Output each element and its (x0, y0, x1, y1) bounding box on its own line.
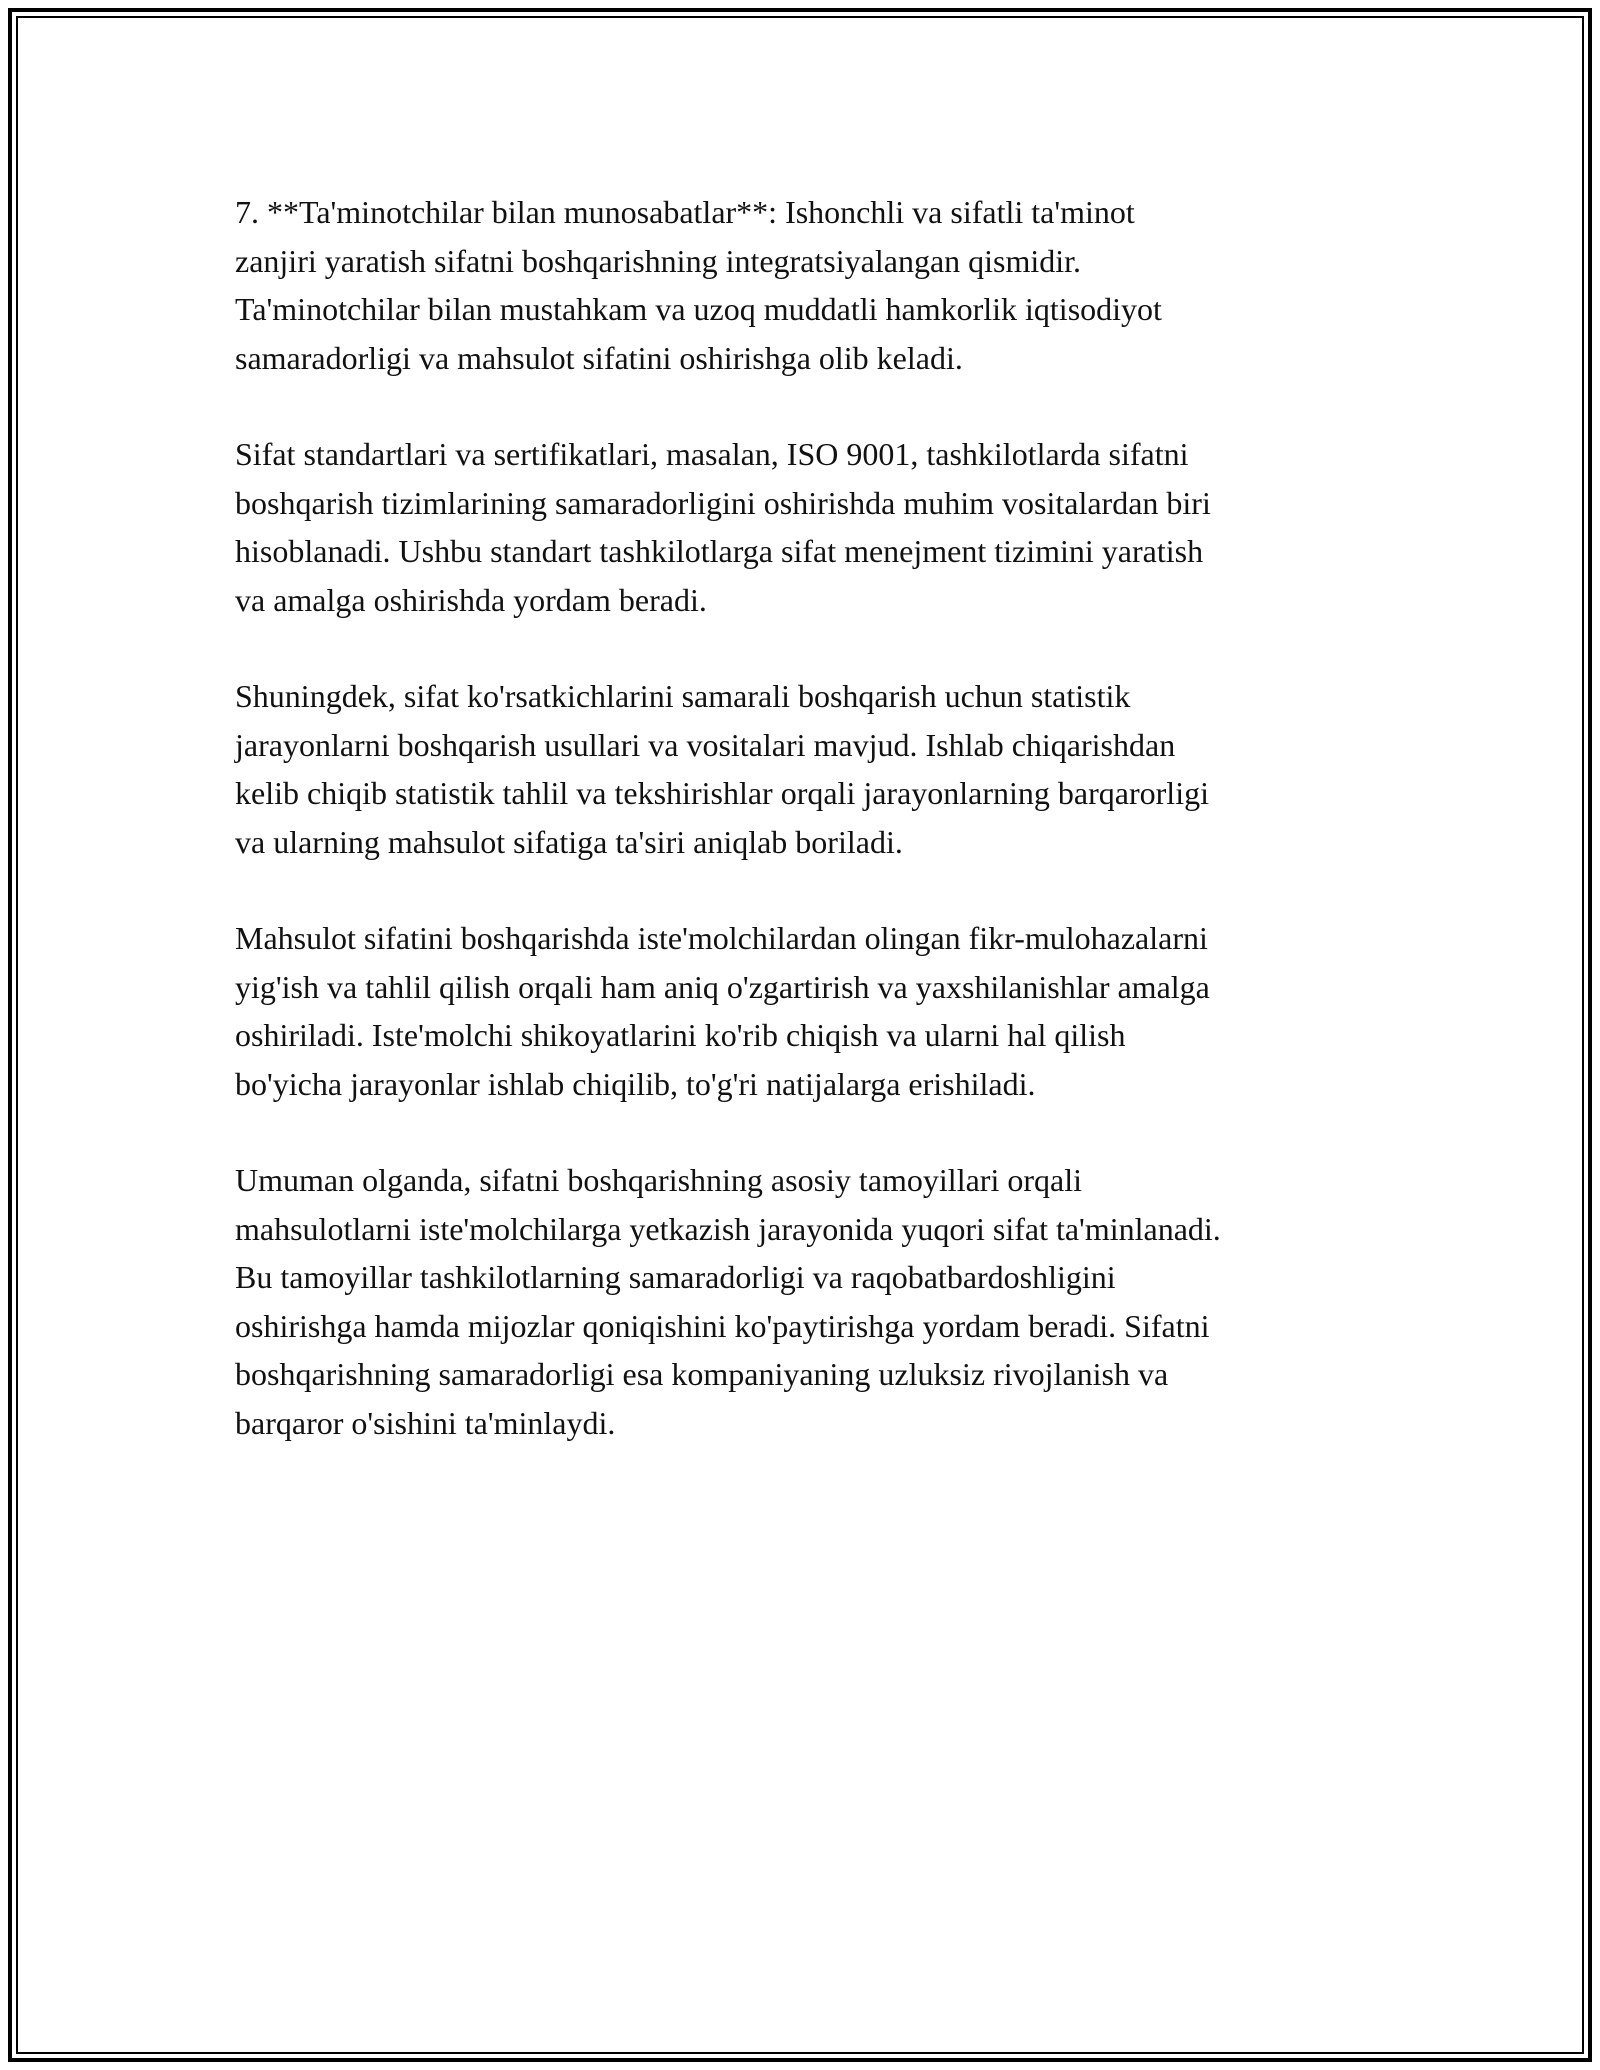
text-line: mahsulotlarni iste'molchilarga yetkazish jarayonida yuqori sifat ta'minlanadi. (235, 1210, 1221, 1247)
text-line: boshqarish tizimlarining samaradorligini oshirishda muhim vositalardan biri (235, 484, 1211, 521)
text-line: zanjiri yaratish sifatni boshqarishning integratsiyalangan qismidir. (235, 242, 1082, 279)
document-body (235, 188, 1370, 1495)
paragraph-statistical-control (235, 672, 1370, 866)
text-line: samaradorligi va mahsulot sifatini oshirishga olib keladi. (235, 339, 963, 376)
text-line: Bu tamoyillar tashkilotlarning samaradorligi va raqobatbardoshligini (235, 1259, 1116, 1295)
text-line: Sifat standartlari va sertifikatlari, masalan, ISO 9001, tashkilotlarda sifatni (235, 436, 1189, 472)
text-line: hisoblanadi. Ushbu standart tashkilotlarga sifat menejment tizimini yaratish (235, 533, 1204, 569)
text-line: yig'ish va tahlil qilish orqali ham aniq o'zgartirish va yaxshilanishlar amalga (235, 968, 1210, 1005)
text-line: Shuningdek, sifat ko'rsatkichlarini samarali boshqarish uchun statistik (235, 678, 1131, 714)
text-line: kelib chiqib statistik tahlil va tekshirishlar orqali jarayonlarning barqarorligi (235, 775, 1209, 811)
text-line: boshqarishning samaradorligi esa kompaniyaning uzluksiz rivojlanish va (235, 1356, 1169, 1392)
text-line: jarayonlarni boshqarish usullari va vositalari mavjud. Ishlab chiqarishdan (235, 726, 1176, 763)
text-line: Mahsulot sifatini boshqarishda iste'molchilardan olingan fikr-mulohazalarni (235, 920, 1208, 956)
paragraph-quality-standards (235, 430, 1370, 624)
text-line: barqaror o'sishini ta'minlaydi. (235, 1404, 616, 1441)
text-line: va ularning mahsulot sifatiga ta'siri aniqlab boriladi. (235, 823, 903, 860)
text-line: va amalga oshirishda yordam beradi. (235, 581, 707, 618)
text-line: Ta'minotchilar bilan mustahkam va uzoq muddatli hamkorlik iqtisodiyot (235, 291, 1162, 327)
text-line: 7. **Ta'minotchilar bilan munosabatlar**: Ishonchli va sifatli ta'minot (235, 194, 1135, 230)
text-line: Umuman olganda, sifatni boshqarishning asosiy tamoyillari orqali (235, 1162, 1082, 1198)
text-line: bo'yicha jarayonlar ishlab chiqilib, to'g'ri natijalarga erishiladi. (235, 1065, 1036, 1102)
text-line: oshirishga hamda mijozlar qoniqishini ko'paytirishga yordam beradi. Sifatni (235, 1307, 1210, 1344)
paragraph-supplier-relations (235, 188, 1370, 382)
text-line: oshiriladi. Iste'molchi shikoyatlarini ko'rib chiqish va ularni hal qilish (235, 1017, 1126, 1053)
paragraph-conclusion (235, 1156, 1370, 1447)
paragraph-consumer-feedback (235, 914, 1370, 1108)
